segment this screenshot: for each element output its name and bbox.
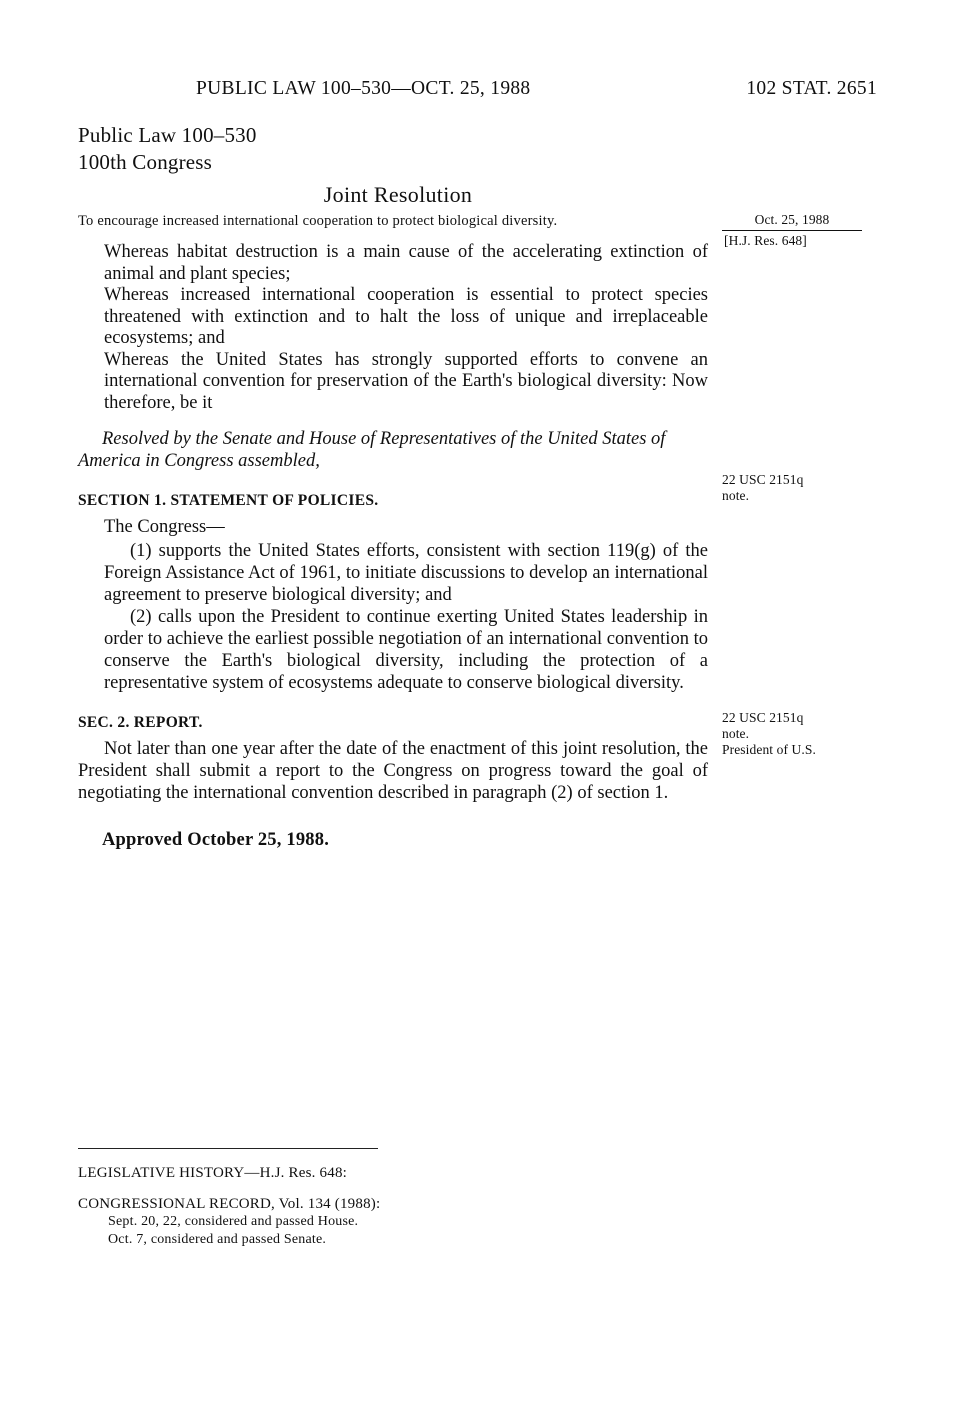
section-1-item-2: (2) calls upon the President to continue exerting United States leadership in order to achieve the earliest possible negotiation of an international convention to conserve the Earth's biological diversity, including the protection of a representative system of ecosystems adequate to conserve biological diversity. <box>104 607 708 693</box>
legislative-history-block <box>78 1148 698 1249</box>
preamble <box>78 242 708 414</box>
preamble-clause-3: Whereas the United States has strongly supported efforts to convene an international convention for preservation of the Earth's biological diversity: Now therefore, be it <box>104 349 708 413</box>
section-1-items <box>78 540 708 694</box>
margin-note-sec1-line2: note. <box>722 488 750 503</box>
public-law-number: Public Law 100–530 <box>78 123 257 147</box>
footer-divider <box>78 1148 378 1149</box>
margin-note-section-1 <box>722 472 872 504</box>
resolving-clause: Resolved by the Senate and House of Representatives of the United States of America in Congress assembled, <box>78 429 666 471</box>
margin-note-sec2-line1: 22 USC 2151q <box>722 710 804 725</box>
preamble-clause-1: Whereas habitat destruction is a main cause of the accelerating extinction of animal and plant species; <box>104 242 708 284</box>
margin-note-section-2 <box>722 710 872 758</box>
margin-note-date-text: Oct. 25, 1988 <box>722 212 862 231</box>
body-column <box>78 212 708 851</box>
running-head-right: 102 STAT. 2651 <box>746 78 877 99</box>
preamble-clause-2: Whereas increased international cooperation is essential to protect species threatened with extinction and to halt the loss of unique and irreplaceable ecosystems; and <box>104 285 708 348</box>
margin-note-bill-number: [H.J. Res. 648] <box>724 233 807 248</box>
section-2-body: Not later than one year after the date of the enactment of this joint resolution, the President shall submit a report to the Congress on progress toward the goal of negotiating the international convention described in paragraph (2) of section 1. <box>78 739 708 803</box>
running-head-left: PUBLIC LAW 100–530—OCT. 25, 1988 <box>196 78 531 99</box>
congressional-record <box>78 1196 698 1249</box>
congressional-record-line-2: Oct. 7, considered and passed Senate. <box>108 1232 327 1247</box>
margin-note-date <box>722 212 862 249</box>
section-1-heading: SECTION 1. STATEMENT OF POLICIES. <box>78 492 379 509</box>
document-type: Joint Resolution <box>323 182 473 207</box>
congressional-record-title: CONGRESSIONAL RECORD, Vol. 134 (1988): <box>78 1196 381 1212</box>
margin-note-sec2-line2: note. <box>722 726 750 741</box>
title-block <box>78 122 718 208</box>
section-2-heading: SEC. 2. REPORT. <box>78 714 203 731</box>
section-1-item-1: (1) supports the United States efforts, consistent with section 119(g) of the Foreign Assistance Act of 1961, to initiate discussions to develop an international agreement to preserve biological diversity; and <box>104 541 708 605</box>
legislative-history-heading: LEGISLATIVE HISTORY—H.J. Res. 648: <box>78 1165 348 1181</box>
subject-line: To encourage increased international cooperation to protect biological diversity. <box>78 213 558 229</box>
section-1-lead: The Congress— <box>104 517 225 537</box>
margin-note-sec2-line3: President of U.S. <box>722 742 816 757</box>
congressional-record-line-1: Sept. 20, 22, considered and passed House. <box>108 1214 359 1229</box>
congress-number: 100th Congress <box>78 150 213 174</box>
approval-line: Approved October 25, 1988. <box>102 830 330 850</box>
running-head <box>78 78 877 100</box>
margin-note-sec1-line1: 22 USC 2151q <box>722 472 804 487</box>
